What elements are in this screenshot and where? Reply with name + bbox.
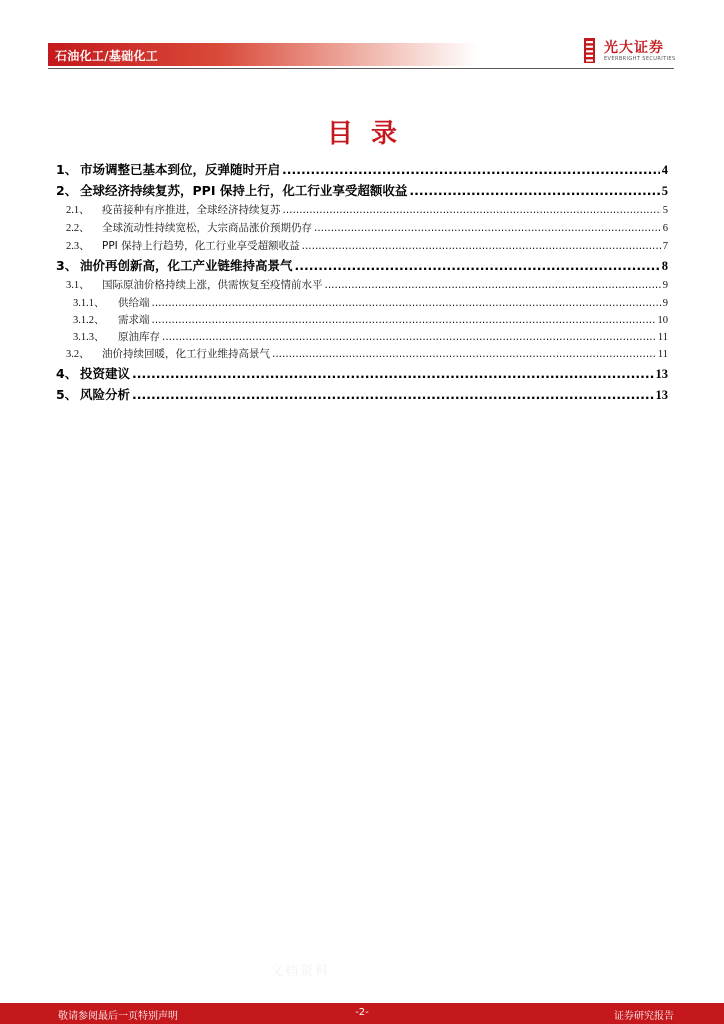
footer-page-number: -2- xyxy=(355,1007,369,1018)
toc-entry-title: 国际原油价格持续上涨，供需恢复至疫情前水平 xyxy=(102,279,323,291)
toc-entry[interactable] xyxy=(56,346,668,364)
toc-entry[interactable] xyxy=(56,364,668,385)
toc-entry[interactable] xyxy=(56,220,668,238)
toc-leader-dots xyxy=(282,162,660,177)
toc-entry[interactable] xyxy=(56,277,668,295)
toc-leader-dots xyxy=(302,240,661,252)
logo-english-name: EVERBRIGHT SECURITIES xyxy=(604,56,676,62)
company-logo xyxy=(582,37,677,67)
header-rule xyxy=(48,68,674,69)
toc-entry-page: 13 xyxy=(655,367,668,381)
toc-entry[interactable] xyxy=(56,312,668,329)
toc-entry-number: 3.1、 xyxy=(66,280,90,291)
toc-entry[interactable] xyxy=(56,202,668,220)
toc-entry-number: 2.3、 xyxy=(66,241,90,252)
toc-entry-number: 3、 xyxy=(56,258,78,273)
watermark: 文档资料 xyxy=(270,964,331,979)
page-title: 目录 xyxy=(326,119,415,149)
toc-entry[interactable] xyxy=(56,256,668,277)
toc-entry-title: 市场调整已基本到位，反弹随时开启 xyxy=(80,162,281,177)
toc-entry-title: 原油库存 xyxy=(118,331,160,343)
toc-entry-page: 4 xyxy=(661,163,668,177)
toc-entry-title: PPI 保持上行趋势，化工行业享受超额收益 xyxy=(102,240,300,252)
footer-disclaimer: 敬请参阅最后一页特别声明 xyxy=(58,1011,178,1022)
toc-entry-number: 2、 xyxy=(56,183,78,198)
toc-entry-number: 5、 xyxy=(56,387,78,402)
toc-entry-title: 全球流动性持续宽松，大宗商品涨价预期仍存 xyxy=(102,222,312,234)
toc-entry-title: 需求端 xyxy=(118,314,150,326)
toc-entry-number: 2.2、 xyxy=(66,223,90,234)
toc-entry-number: 3.2、 xyxy=(66,349,90,360)
toc-entry-title: 投资建议 xyxy=(80,366,131,381)
toc-entry-page: 11 xyxy=(657,332,668,343)
toc-entry-title: 疫苗接种有序推进，全球经济持续复苏 xyxy=(102,204,281,216)
logo-mark-icon xyxy=(582,37,597,64)
toc-entry-page: 7 xyxy=(662,241,668,252)
toc-entry-page: 9 xyxy=(662,298,668,309)
logo-name: 光大证券 xyxy=(604,40,664,56)
toc-leader-dots xyxy=(295,258,660,273)
toc-entry-page: 11 xyxy=(657,349,668,360)
toc-entry-page: 5 xyxy=(661,184,668,198)
toc-entry[interactable] xyxy=(56,238,668,256)
toc-entry[interactable] xyxy=(56,385,668,406)
toc-leader-dots xyxy=(152,297,661,309)
toc-entry[interactable] xyxy=(56,295,668,312)
toc-entry-page: 9 xyxy=(662,280,668,291)
toc-leader-dots xyxy=(272,348,656,360)
table-of-contents xyxy=(56,160,668,406)
toc-leader-dots xyxy=(162,331,656,343)
toc-leader-dots xyxy=(283,204,661,216)
toc-entry[interactable] xyxy=(56,329,668,346)
toc-entry-number: 4、 xyxy=(56,366,78,381)
toc-entry-page: 5 xyxy=(662,205,668,216)
footer-report-type: 证券研究报告 xyxy=(614,1011,674,1022)
toc-entry[interactable] xyxy=(56,160,668,181)
toc-entry-page: 6 xyxy=(662,223,668,234)
toc-leader-dots xyxy=(152,314,656,326)
toc-entry-title: 油价再创新高，化工产业链维持高景气 xyxy=(80,258,293,273)
toc-entry-page: 13 xyxy=(655,388,668,402)
toc-leader-dots xyxy=(314,222,661,234)
toc-entry-page: 8 xyxy=(661,259,668,273)
toc-entry-number: 1、 xyxy=(56,162,78,177)
header-section-label: 石油化工/基础化工 xyxy=(55,49,159,63)
toc-entry-title: 风险分析 xyxy=(80,387,131,402)
toc-entry-title: 油价持续回暖，化工行业维持高景气 xyxy=(102,348,270,360)
toc-entry-number: 3.1.1、 xyxy=(73,298,105,309)
toc-entry-title: 供给端 xyxy=(118,297,150,309)
toc-leader-dots xyxy=(325,279,661,291)
toc-entry-title: 全球经济持续复苏，PPI 保持上行，化工行业享受超额收益 xyxy=(80,183,408,198)
toc-entry-page: 10 xyxy=(657,315,668,326)
toc-entry-number: 3.1.2、 xyxy=(73,315,105,326)
toc-entry-number: 2.1、 xyxy=(66,205,90,216)
toc-leader-dots xyxy=(132,387,653,402)
toc-leader-dots xyxy=(409,183,659,198)
toc-leader-dots xyxy=(132,366,653,381)
toc-entry-number: 3.1.3、 xyxy=(73,332,105,343)
toc-entry[interactable] xyxy=(56,181,668,202)
